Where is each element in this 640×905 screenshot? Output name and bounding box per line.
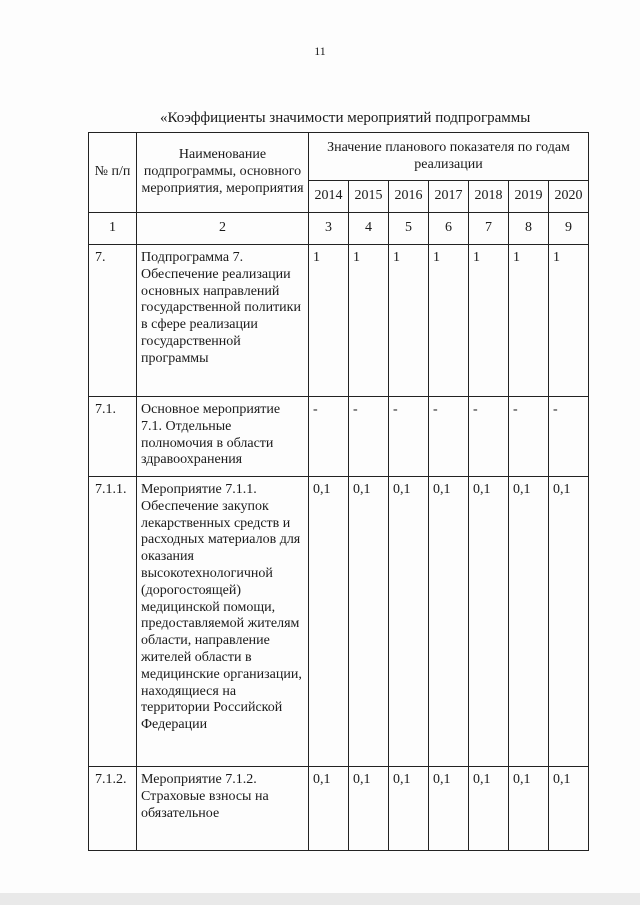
row-value: 0,1 [429, 477, 469, 767]
row-name: Основное мероприятие 7.1. Отдельные полномочия в области здравоохранения [137, 397, 309, 477]
column-number: 4 [349, 213, 389, 245]
row-value: 0,1 [389, 477, 429, 767]
row-name: Мероприятие 7.1.2. Страховые взносы на обязательное [137, 767, 309, 851]
header-year: 2020 [549, 181, 589, 213]
row-value: 1 [549, 245, 589, 397]
row-code: 7.1.1. [89, 477, 137, 767]
header-name: Наименование подпрограммы, основного мероприятия, мероприятия [137, 133, 309, 213]
row-value: 1 [429, 245, 469, 397]
header-year: 2019 [509, 181, 549, 213]
row-value: 0,1 [469, 767, 509, 851]
column-number: 8 [509, 213, 549, 245]
row-value: 0,1 [349, 767, 389, 851]
row-value: - [549, 397, 589, 477]
header-year: 2015 [349, 181, 389, 213]
row-code: 7. [89, 245, 137, 397]
row-value: - [349, 397, 389, 477]
scan-edge [0, 893, 640, 905]
table-row [89, 477, 589, 767]
row-name: Мероприятие 7.1.1. Обеспечение закупок лекарственных средств и расходных материалов для оказания высокотехнологичной (дорогостоящей) медицинской помощи, предоставляемой жителям области, направление жителей области в медицинские организации, находящиеся на территории Российской Федерации [137, 477, 309, 767]
row-value: 0,1 [509, 767, 549, 851]
row-value: 0,1 [349, 477, 389, 767]
table-row [89, 397, 589, 477]
row-value: 0,1 [389, 767, 429, 851]
column-number: 7 [469, 213, 509, 245]
row-value: 1 [469, 245, 509, 397]
column-number: 9 [549, 213, 589, 245]
row-value: 1 [389, 245, 429, 397]
row-value: 1 [509, 245, 549, 397]
row-value: 0,1 [549, 767, 589, 851]
table-row [89, 245, 589, 397]
header-year: 2017 [429, 181, 469, 213]
column-number: 1 [89, 213, 137, 245]
row-code: 7.1. [89, 397, 137, 477]
row-value: 0,1 [309, 477, 349, 767]
row-value: 0,1 [469, 477, 509, 767]
row-code: 7.1.2. [89, 767, 137, 851]
header-year: 2018 [469, 181, 509, 213]
row-value: - [429, 397, 469, 477]
header-year: 2014 [309, 181, 349, 213]
table-title: «Коэффициенты значимости мероприятий подпрограммы [160, 110, 531, 126]
row-value: 0,1 [549, 477, 589, 767]
row-name: Подпрограмма 7. Обеспечение реализации основных направлений государственной политики в сфере реализации государственной программы [137, 245, 309, 397]
row-value: 0,1 [509, 477, 549, 767]
coefficients-table [88, 132, 589, 851]
row-value: - [509, 397, 549, 477]
row-value: 1 [349, 245, 389, 397]
column-number: 3 [309, 213, 349, 245]
row-value: - [309, 397, 349, 477]
header-values: Значение планового показателя по годам реализации [309, 133, 589, 181]
row-value: - [469, 397, 509, 477]
column-number: 2 [137, 213, 309, 245]
row-value: - [389, 397, 429, 477]
row-value: 0,1 [309, 767, 349, 851]
row-value: 1 [309, 245, 349, 397]
row-value: 0,1 [429, 767, 469, 851]
header-num: № п/п [89, 133, 137, 213]
column-number: 6 [429, 213, 469, 245]
page-number: 11 [314, 44, 326, 58]
header-year: 2016 [389, 181, 429, 213]
table-row [89, 767, 589, 851]
column-number: 5 [389, 213, 429, 245]
